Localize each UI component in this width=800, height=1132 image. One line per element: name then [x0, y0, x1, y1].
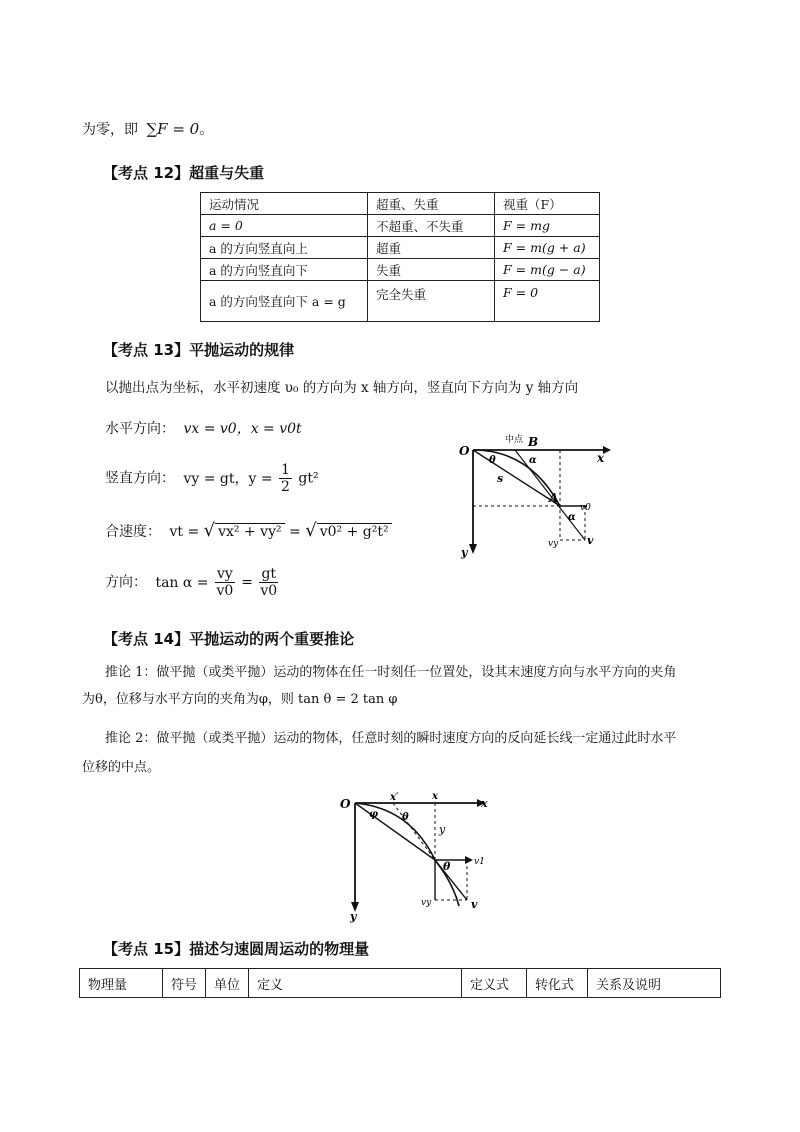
table-cell: F = m(g + a)	[495, 237, 600, 259]
y-axis-arrow	[469, 544, 477, 554]
displacement-line	[355, 803, 435, 860]
table-12	[200, 192, 600, 322]
formula-horizontal	[105, 418, 302, 438]
section-14-heading: 【考点 14】平抛运动的两个重要推论	[103, 630, 355, 648]
label-phi: φ	[369, 809, 379, 820]
label-v: v	[587, 534, 594, 547]
numerator: gt	[261, 566, 277, 582]
table-header-row	[80, 969, 721, 998]
table-header-cell: 物理量	[80, 969, 163, 998]
v1-arrow	[465, 856, 473, 864]
label: 合速度：	[105, 524, 161, 540]
numerator: 1	[281, 462, 290, 478]
denominator: v0	[216, 583, 234, 599]
table-cell: F = 0	[495, 281, 600, 322]
formula-vertical	[105, 462, 319, 495]
table-row	[201, 215, 600, 237]
formula: vy = gt，y =	[183, 470, 273, 487]
table-header-cell: 单位	[206, 969, 249, 998]
x-axis-arrow	[603, 446, 611, 454]
table-row	[201, 259, 600, 281]
formula-speed	[105, 520, 392, 541]
label: 方向：	[105, 574, 147, 591]
fraction	[259, 566, 278, 599]
label-x: x	[432, 791, 438, 802]
label-v1: v1	[474, 857, 485, 867]
equals: =	[241, 574, 253, 591]
denominator: v0	[260, 583, 278, 599]
radicand: vx² + vy²	[215, 523, 284, 540]
projectile-figure-2	[335, 788, 505, 923]
section-15-heading: 【考点 15】描述匀速圆周运动的物理量	[103, 940, 370, 958]
label-v0: v0	[580, 503, 591, 513]
table-cell: 不超重、不失重	[368, 215, 495, 237]
s13-intro: 以抛出点为坐标，水平初速度 υ₀ 的方向为 x 轴方向，竖直向下方向为 y 轴方向	[105, 380, 579, 396]
table-cell: 失重	[368, 259, 495, 281]
intro-line	[82, 119, 213, 139]
table-header-cell: 转化式	[527, 969, 588, 998]
table-cell: F = m(g − a)	[495, 259, 600, 281]
velocity-extension	[393, 803, 435, 860]
table-row	[201, 281, 600, 322]
label-O: O	[340, 797, 351, 811]
label-B: B	[528, 435, 539, 449]
label-vy: vy	[421, 898, 432, 908]
v-vector	[435, 860, 467, 900]
table-header-cell: 符号	[163, 969, 206, 998]
denominator: 2	[281, 479, 290, 495]
label: 水平方向：	[105, 421, 175, 437]
section-12-heading: 【考点 12】超重与失重	[103, 164, 265, 182]
formula: vt =	[169, 524, 200, 540]
table-header-cell: 定义式	[462, 969, 527, 998]
table-header-cell: 视重（F）	[495, 193, 600, 215]
table-cell: a 的方向竖直向下 a = g	[201, 281, 368, 322]
label-y: y	[461, 546, 468, 559]
radicand: v0² + g²t²	[317, 523, 392, 540]
formula: vx = v0，x = v0t	[183, 421, 302, 437]
label-y-axis: y	[350, 910, 357, 923]
formula-direction	[105, 566, 280, 599]
table-cell: a = 0	[201, 215, 368, 237]
label-theta: θ	[402, 812, 409, 823]
label-s: s	[497, 472, 504, 485]
radical-sign: √	[203, 520, 216, 541]
table-15	[79, 968, 721, 998]
table-header-cell: 超重、失重	[368, 193, 495, 215]
table-cell: F = mg	[495, 215, 600, 237]
s14-p1-line2: 为θ，位移与水平方向的夹角为φ，则 tan θ = 2 tan φ	[82, 692, 398, 707]
radical-sign: √	[305, 520, 317, 541]
formula: gt²	[298, 470, 319, 487]
table-header-row	[201, 193, 600, 215]
section-13-heading: 【考点 13】平抛运动的规律	[103, 341, 295, 359]
s14-p2-line2: 位移的中点。	[82, 760, 161, 775]
label-x-prime: x′	[390, 792, 399, 803]
intro-formula: ∑F = 0	[146, 120, 200, 138]
fraction	[215, 566, 235, 599]
table-cell: 超重	[368, 237, 495, 259]
s14-p1-line1: 推论 1：做平抛（或类平抛）运动的物体在任一时刻任一位置处，设其末速度方向与水平方向的夹角	[105, 665, 677, 680]
label-A: A	[549, 491, 559, 505]
label-O: O	[459, 444, 470, 458]
label-midpoint: 中点	[505, 435, 524, 445]
label-y: y	[439, 823, 446, 836]
label-x-axis: x	[481, 797, 488, 810]
table-cell: a 的方向竖直向上	[201, 237, 368, 259]
formula: tan α =	[155, 574, 209, 591]
label-theta-2: θ	[443, 860, 451, 873]
numerator: vy	[216, 566, 233, 582]
table-row	[201, 237, 600, 259]
displacement-line	[473, 450, 560, 506]
table-header-cell: 运动情况	[201, 193, 368, 215]
intro-end: 。	[199, 122, 214, 138]
table-cell: 完全失重	[368, 281, 495, 322]
equals: =	[289, 524, 301, 540]
s14-p2-line1: 推论 2：做平抛（或类平抛）运动的物体，任意时刻的瞬时速度方向的反向延长线一定通过此时水平	[105, 731, 677, 746]
label-vy: vy	[548, 539, 559, 549]
fraction	[279, 462, 292, 495]
label-v: v	[471, 898, 478, 911]
projectile-figure-1	[455, 430, 615, 560]
table-header-cell: 关系及说明	[588, 969, 721, 998]
label-theta: θ	[489, 455, 496, 466]
table-header-cell: 定义	[249, 969, 462, 998]
table-cell: a 的方向竖直向下	[201, 259, 368, 281]
label-alpha-2: α	[568, 512, 576, 523]
label: 竖直方向：	[105, 470, 175, 487]
label-alpha: α	[529, 455, 537, 466]
label-x: x	[597, 451, 605, 465]
intro-text: 为零，即	[82, 122, 138, 138]
